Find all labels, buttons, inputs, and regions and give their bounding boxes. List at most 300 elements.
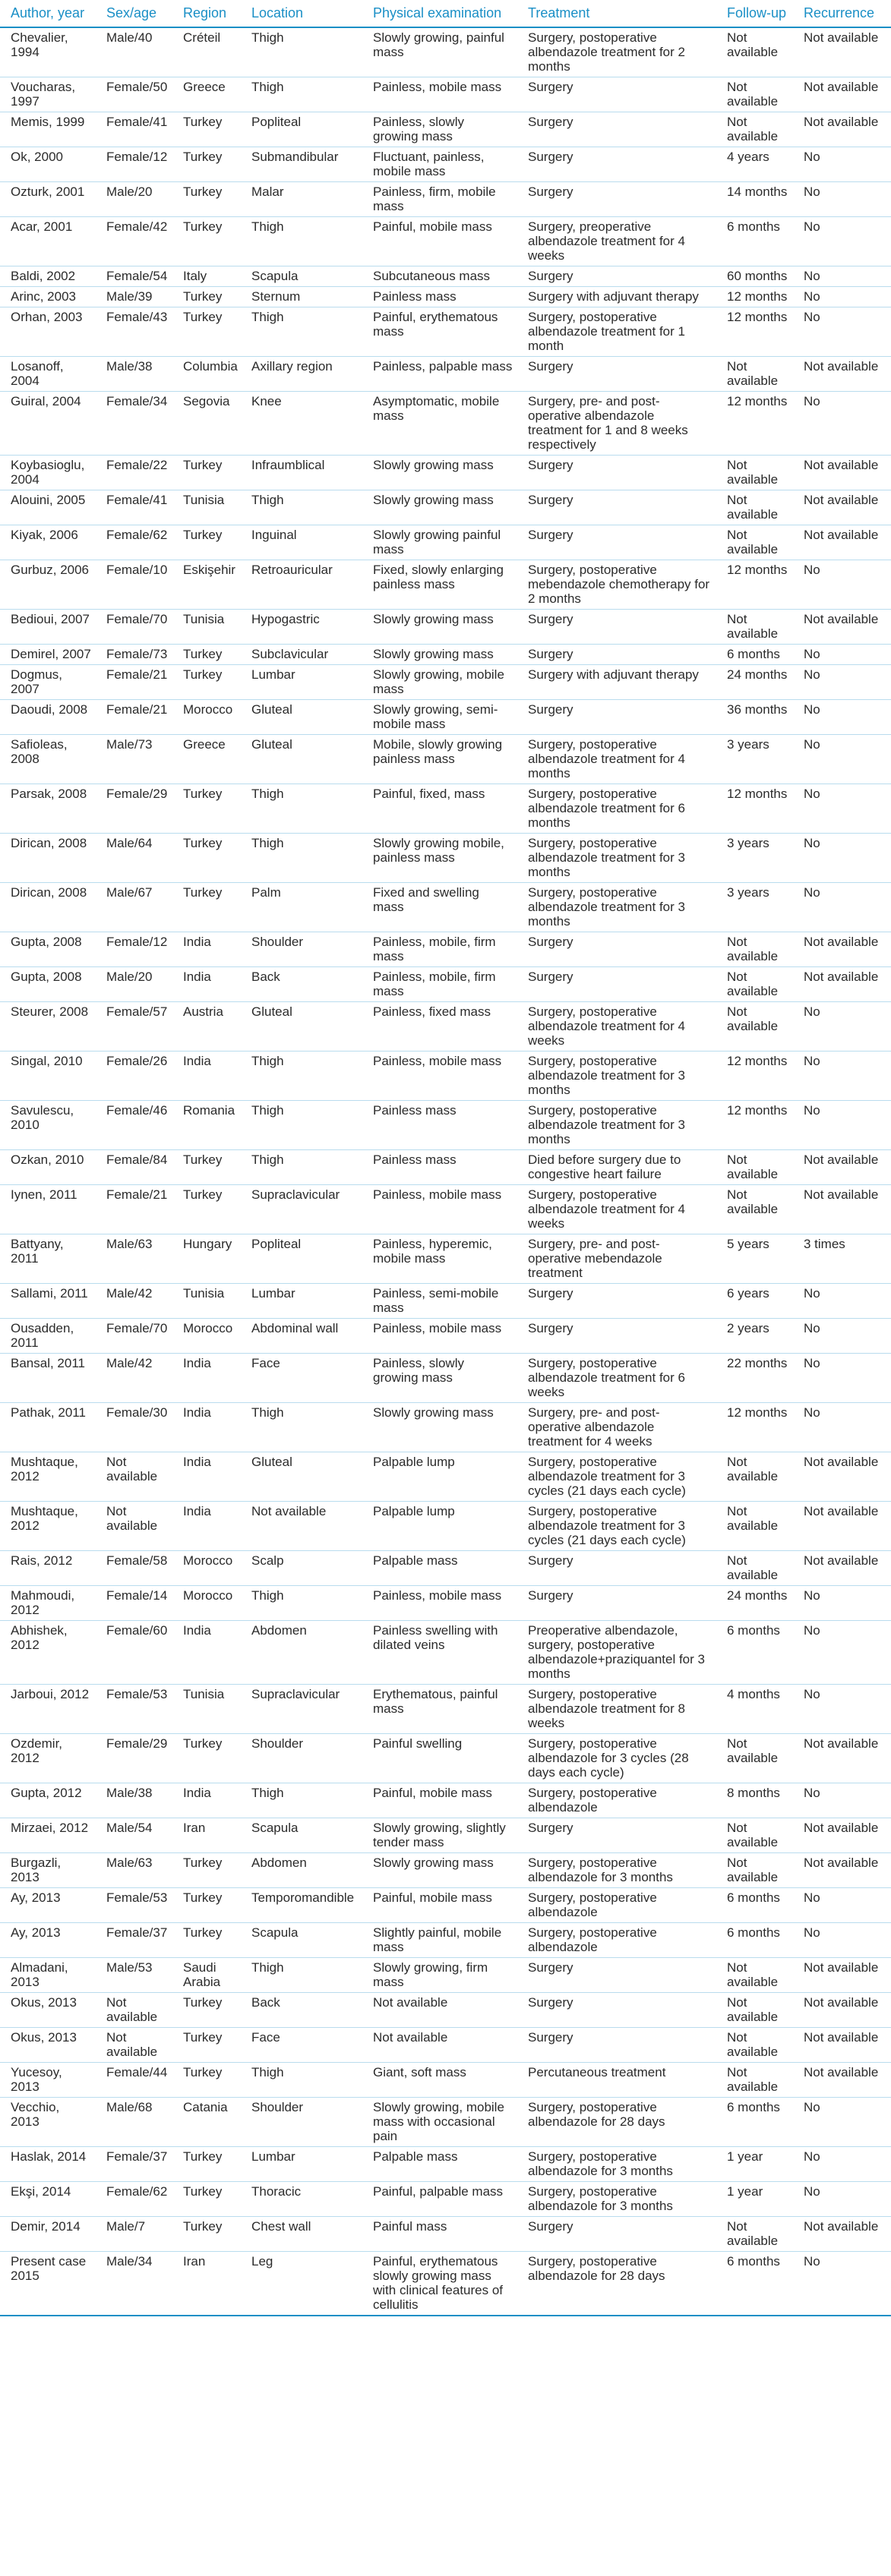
- treatment-cell: Surgery: [517, 182, 716, 217]
- table-row: [0, 182, 891, 217]
- region-cell: Turkey: [172, 1734, 241, 1783]
- region-cell: Greece: [172, 735, 241, 784]
- recurrence-cell: Not available: [793, 1551, 891, 1586]
- author-year-cell: Ozdemir, 2012: [0, 1734, 96, 1783]
- recurrence-cell: No: [793, 1685, 891, 1734]
- sex-age-cell: Male/40: [96, 27, 172, 77]
- physical-exam-cell: Slowly growing mass: [362, 456, 517, 490]
- follow-up-cell: 14 months: [716, 182, 793, 217]
- author-year-cell: Ozkan, 2010: [0, 1150, 96, 1185]
- table-row: [0, 1958, 891, 1993]
- location-cell: Shoulder: [241, 2098, 362, 2147]
- sex-age-cell: Female/42: [96, 217, 172, 266]
- table-row: [0, 665, 891, 700]
- follow-up-cell: Not available: [716, 1818, 793, 1853]
- treatment-cell: Surgery, postoperative albendazole: [517, 1923, 716, 1958]
- sex-age-cell: Female/53: [96, 1888, 172, 1923]
- author-year-cell: Bedioui, 2007: [0, 610, 96, 645]
- recurrence-cell: Not available: [793, 1185, 891, 1234]
- follow-up-cell: 12 months: [716, 1403, 793, 1452]
- recurrence-cell: No: [793, 147, 891, 182]
- treatment-cell: Surgery, postoperative albendazole for 3 months: [517, 1853, 716, 1888]
- follow-up-cell: 4 months: [716, 1685, 793, 1734]
- treatment-cell: Surgery, postoperative albendazole treatment for 4 months: [517, 735, 716, 784]
- table-row: [0, 1993, 891, 2028]
- recurrence-cell: No: [793, 2147, 891, 2182]
- physical-exam-cell: Mobile, slowly growing painless mass: [362, 735, 517, 784]
- sex-age-cell: Female/43: [96, 307, 172, 357]
- physical-exam-cell: Slowly growing, semi-mobile mass: [362, 700, 517, 735]
- sex-age-cell: Female/12: [96, 932, 172, 967]
- author-year-cell: Demirel, 2007: [0, 645, 96, 665]
- table-row: [0, 2217, 891, 2252]
- sex-age-cell: Male/34: [96, 2252, 172, 2316]
- author-year-cell: Almadani, 2013: [0, 1958, 96, 1993]
- follow-up-cell: 6 months: [716, 2252, 793, 2316]
- location-cell: Lumbar: [241, 2147, 362, 2182]
- recurrence-cell: Not available: [793, 1818, 891, 1853]
- header-row: [0, 0, 891, 27]
- region-cell: India: [172, 1621, 241, 1685]
- sex-age-cell: Female/37: [96, 1923, 172, 1958]
- region-cell: Turkey: [172, 1993, 241, 2028]
- follow-up-cell: 4 years: [716, 147, 793, 182]
- physical-exam-cell: Fluctuant, painless, mobile mass: [362, 147, 517, 182]
- region-cell: India: [172, 967, 241, 1002]
- table-row: [0, 2063, 891, 2098]
- location-cell: Supraclavicular: [241, 1185, 362, 1234]
- physical-exam-cell: Slowly growing, mobile mass: [362, 665, 517, 700]
- follow-up-cell: Not available: [716, 112, 793, 147]
- treatment-cell: Surgery: [517, 610, 716, 645]
- table-row: [0, 2252, 891, 2316]
- physical-exam-cell: Fixed and swelling mass: [362, 883, 517, 932]
- author-year-cell: Rais, 2012: [0, 1551, 96, 1586]
- location-cell: Thigh: [241, 834, 362, 883]
- treatment-cell: Surgery: [517, 525, 716, 560]
- author-year-cell: Parsak, 2008: [0, 784, 96, 834]
- table-row: [0, 2147, 891, 2182]
- table-row: [0, 883, 891, 932]
- table-row: [0, 1052, 891, 1101]
- region-cell: Turkey: [172, 1150, 241, 1185]
- treatment-cell: Surgery: [517, 1958, 716, 1993]
- table-row: [0, 1685, 891, 1734]
- recurrence-cell: Not available: [793, 967, 891, 1002]
- region-cell: Morocco: [172, 700, 241, 735]
- table-row: [0, 1621, 891, 1685]
- region-cell: Turkey: [172, 784, 241, 834]
- table-row: [0, 784, 891, 834]
- region-cell: Iran: [172, 2252, 241, 2316]
- table-row: [0, 932, 891, 967]
- header-recurrence: Recurrence: [793, 0, 891, 27]
- recurrence-cell: No: [793, 665, 891, 700]
- recurrence-cell: No: [793, 392, 891, 456]
- treatment-cell: Surgery: [517, 2028, 716, 2063]
- author-year-cell: Kiyak, 2006: [0, 525, 96, 560]
- physical-exam-cell: Asymptomatic, mobile mass: [362, 392, 517, 456]
- sex-age-cell: Not available: [96, 1502, 172, 1551]
- region-cell: Turkey: [172, 147, 241, 182]
- physical-exam-cell: Subcutaneous mass: [362, 266, 517, 287]
- follow-up-cell: 36 months: [716, 700, 793, 735]
- follow-up-cell: Not available: [716, 1002, 793, 1052]
- follow-up-cell: Not available: [716, 1150, 793, 1185]
- recurrence-cell: No: [793, 1002, 891, 1052]
- recurrence-cell: No: [793, 1586, 891, 1621]
- region-cell: Turkey: [172, 1853, 241, 1888]
- recurrence-cell: No: [793, 784, 891, 834]
- table-row: [0, 77, 891, 112]
- physical-exam-cell: Painless, firm, mobile mass: [362, 182, 517, 217]
- author-year-cell: Chevalier, 1994: [0, 27, 96, 77]
- treatment-cell: Surgery, postoperative albendazole for 3 cycles (28 days each cycle): [517, 1734, 716, 1783]
- sex-age-cell: Male/54: [96, 1818, 172, 1853]
- region-cell: Hungary: [172, 1234, 241, 1284]
- treatment-cell: Surgery: [517, 490, 716, 525]
- physical-exam-cell: Painless swelling with dilated veins: [362, 1621, 517, 1685]
- location-cell: Scapula: [241, 266, 362, 287]
- treatment-cell: Surgery: [517, 1551, 716, 1586]
- recurrence-cell: Not available: [793, 27, 891, 77]
- recurrence-cell: No: [793, 1923, 891, 1958]
- location-cell: Back: [241, 1993, 362, 2028]
- table-row: [0, 1101, 891, 1150]
- author-year-cell: Okus, 2013: [0, 1993, 96, 2028]
- region-cell: Turkey: [172, 2217, 241, 2252]
- follow-up-cell: Not available: [716, 967, 793, 1002]
- recurrence-cell: Not available: [793, 2217, 891, 2252]
- table-row: [0, 967, 891, 1002]
- region-cell: Turkey: [172, 217, 241, 266]
- author-year-cell: Safioleas, 2008: [0, 735, 96, 784]
- author-year-cell: Mirzaei, 2012: [0, 1818, 96, 1853]
- sex-age-cell: Female/10: [96, 560, 172, 610]
- sex-age-cell: Female/70: [96, 1319, 172, 1354]
- sex-age-cell: Female/44: [96, 2063, 172, 2098]
- recurrence-cell: No: [793, 182, 891, 217]
- table-row: [0, 1185, 891, 1234]
- region-cell: Turkey: [172, 182, 241, 217]
- location-cell: Inguinal: [241, 525, 362, 560]
- table-header: [0, 0, 891, 27]
- recurrence-cell: No: [793, 1354, 891, 1403]
- location-cell: Shoulder: [241, 932, 362, 967]
- sex-age-cell: Female/26: [96, 1052, 172, 1101]
- region-cell: Turkey: [172, 287, 241, 307]
- physical-exam-cell: Not available: [362, 2028, 517, 2063]
- table-row: [0, 490, 891, 525]
- location-cell: Abdomen: [241, 1853, 362, 1888]
- physical-exam-cell: Painless, semi-mobile mass: [362, 1284, 517, 1319]
- author-year-cell: Demir, 2014: [0, 2217, 96, 2252]
- sex-age-cell: Male/42: [96, 1354, 172, 1403]
- recurrence-cell: Not available: [793, 77, 891, 112]
- location-cell: Gluteal: [241, 1002, 362, 1052]
- recurrence-cell: No: [793, 645, 891, 665]
- recurrence-cell: No: [793, 1319, 891, 1354]
- follow-up-cell: Not available: [716, 1452, 793, 1502]
- location-cell: Gluteal: [241, 1452, 362, 1502]
- sex-age-cell: Female/41: [96, 112, 172, 147]
- author-year-cell: Dogmus, 2007: [0, 665, 96, 700]
- follow-up-cell: Not available: [716, 610, 793, 645]
- sex-age-cell: Male/38: [96, 1783, 172, 1818]
- region-cell: Tunisia: [172, 1685, 241, 1734]
- sex-age-cell: Female/34: [96, 392, 172, 456]
- physical-exam-cell: Painful, erythematous mass: [362, 307, 517, 357]
- region-cell: Turkey: [172, 525, 241, 560]
- follow-up-cell: Not available: [716, 1993, 793, 2028]
- location-cell: Lumbar: [241, 1284, 362, 1319]
- physical-exam-cell: Painful, fixed, mass: [362, 784, 517, 834]
- treatment-cell: Surgery: [517, 147, 716, 182]
- follow-up-cell: Not available: [716, 357, 793, 392]
- physical-exam-cell: Painless, slowly growing mass: [362, 112, 517, 147]
- region-cell: Turkey: [172, 1185, 241, 1234]
- location-cell: Malar: [241, 182, 362, 217]
- physical-exam-cell: Painless, mobile mass: [362, 1319, 517, 1354]
- author-year-cell: Ok, 2000: [0, 147, 96, 182]
- author-year-cell: Arinc, 2003: [0, 287, 96, 307]
- treatment-cell: Surgery, postoperative albendazole treatment for 1 month: [517, 307, 716, 357]
- table-row: [0, 834, 891, 883]
- table-row: [0, 217, 891, 266]
- location-cell: Popliteal: [241, 112, 362, 147]
- author-year-cell: Voucharas, 1997: [0, 77, 96, 112]
- table-row: [0, 1734, 891, 1783]
- treatment-cell: Surgery, postoperative albendazole treatment for 3 months: [517, 1052, 716, 1101]
- treatment-cell: Surgery: [517, 2217, 716, 2252]
- treatment-cell: Died before surgery due to congestive heart failure: [517, 1150, 716, 1185]
- treatment-cell: Surgery: [517, 357, 716, 392]
- recurrence-cell: No: [793, 1284, 891, 1319]
- recurrence-cell: No: [793, 287, 891, 307]
- author-year-cell: Mahmoudi, 2012: [0, 1586, 96, 1621]
- header-region: Region: [172, 0, 241, 27]
- treatment-cell: Surgery, postoperative albendazole treatment for 3 months: [517, 834, 716, 883]
- follow-up-cell: 60 months: [716, 266, 793, 287]
- location-cell: Leg: [241, 2252, 362, 2316]
- recurrence-cell: Not available: [793, 932, 891, 967]
- follow-up-cell: 1 year: [716, 2182, 793, 2217]
- table-row: [0, 392, 891, 456]
- location-cell: Thigh: [241, 1101, 362, 1150]
- follow-up-cell: 6 months: [716, 1923, 793, 1958]
- follow-up-cell: 5 years: [716, 1234, 793, 1284]
- follow-up-cell: Not available: [716, 490, 793, 525]
- location-cell: Thigh: [241, 1150, 362, 1185]
- recurrence-cell: Not available: [793, 490, 891, 525]
- recurrence-cell: Not available: [793, 1734, 891, 1783]
- sex-age-cell: Female/60: [96, 1621, 172, 1685]
- location-cell: Not available: [241, 1502, 362, 1551]
- author-year-cell: Ozturk, 2001: [0, 182, 96, 217]
- sex-age-cell: Female/62: [96, 525, 172, 560]
- physical-exam-cell: Painful, erythematous slowly growing mass with clinical features of cellulitis: [362, 2252, 517, 2316]
- recurrence-cell: 3 times: [793, 1234, 891, 1284]
- recurrence-cell: No: [793, 2182, 891, 2217]
- sex-age-cell: Female/21: [96, 1185, 172, 1234]
- treatment-cell: Surgery: [517, 967, 716, 1002]
- region-cell: Turkey: [172, 883, 241, 932]
- table-row: [0, 1150, 891, 1185]
- region-cell: India: [172, 1502, 241, 1551]
- follow-up-cell: 12 months: [716, 784, 793, 834]
- sex-age-cell: Female/84: [96, 1150, 172, 1185]
- sex-age-cell: Not available: [96, 1993, 172, 2028]
- sex-age-cell: Male/67: [96, 883, 172, 932]
- location-cell: Thigh: [241, 784, 362, 834]
- location-cell: Temporomandible: [241, 1888, 362, 1923]
- table-row: [0, 645, 891, 665]
- follow-up-cell: 22 months: [716, 1354, 793, 1403]
- recurrence-cell: Not available: [793, 357, 891, 392]
- follow-up-cell: 6 months: [716, 645, 793, 665]
- region-cell: Romania: [172, 1101, 241, 1150]
- location-cell: Knee: [241, 392, 362, 456]
- treatment-cell: Surgery: [517, 1586, 716, 1621]
- treatment-cell: Surgery, postoperative albendazole: [517, 1783, 716, 1818]
- table-row: [0, 735, 891, 784]
- author-year-cell: Daoudi, 2008: [0, 700, 96, 735]
- table-row: [0, 287, 891, 307]
- location-cell: Thigh: [241, 217, 362, 266]
- table-row: [0, 1551, 891, 1586]
- location-cell: Abdominal wall: [241, 1319, 362, 1354]
- sex-age-cell: Male/68: [96, 2098, 172, 2147]
- region-cell: Turkey: [172, 645, 241, 665]
- table-row: [0, 1923, 891, 1958]
- recurrence-cell: No: [793, 266, 891, 287]
- author-year-cell: Singal, 2010: [0, 1052, 96, 1101]
- location-cell: Chest wall: [241, 2217, 362, 2252]
- sex-age-cell: Female/22: [96, 456, 172, 490]
- sex-age-cell: Female/70: [96, 610, 172, 645]
- region-cell: India: [172, 1354, 241, 1403]
- location-cell: Scalp: [241, 1551, 362, 1586]
- physical-exam-cell: Giant, soft mass: [362, 2063, 517, 2098]
- recurrence-cell: No: [793, 1052, 891, 1101]
- follow-up-cell: Not available: [716, 932, 793, 967]
- treatment-cell: Surgery, postoperative albendazole treatment for 6 weeks: [517, 1354, 716, 1403]
- sex-age-cell: Male/53: [96, 1958, 172, 1993]
- recurrence-cell: No: [793, 2098, 891, 2147]
- recurrence-cell: Not available: [793, 456, 891, 490]
- follow-up-cell: 12 months: [716, 287, 793, 307]
- region-cell: Greece: [172, 77, 241, 112]
- recurrence-cell: No: [793, 1403, 891, 1452]
- follow-up-cell: 3 years: [716, 735, 793, 784]
- table-row: [0, 147, 891, 182]
- physical-exam-cell: Painless, mobile, firm mass: [362, 932, 517, 967]
- treatment-cell: Surgery, postoperative albendazole treatment for 3 cycles (21 days each cycle): [517, 1452, 716, 1502]
- region-cell: Turkey: [172, 2028, 241, 2063]
- table-row: [0, 1853, 891, 1888]
- region-cell: Tunisia: [172, 490, 241, 525]
- location-cell: Supraclavicular: [241, 1685, 362, 1734]
- recurrence-cell: Not available: [793, 1502, 891, 1551]
- table-row: [0, 1818, 891, 1853]
- follow-up-cell: 6 months: [716, 217, 793, 266]
- author-year-cell: Haslak, 2014: [0, 2147, 96, 2182]
- location-cell: Gluteal: [241, 735, 362, 784]
- table-row: [0, 27, 891, 77]
- author-year-cell: Bansal, 2011: [0, 1354, 96, 1403]
- location-cell: Palm: [241, 883, 362, 932]
- region-cell: Turkey: [172, 2182, 241, 2217]
- physical-exam-cell: Slowly growing painful mass: [362, 525, 517, 560]
- sex-age-cell: Male/7: [96, 2217, 172, 2252]
- follow-up-cell: 8 months: [716, 1783, 793, 1818]
- header-author-year: Author, year: [0, 0, 96, 27]
- treatment-cell: Surgery: [517, 1284, 716, 1319]
- treatment-cell: Surgery, postoperative mebendazole chemotherapy for 2 months: [517, 560, 716, 610]
- treatment-cell: Surgery, postoperative albendazole treatment for 3 months: [517, 883, 716, 932]
- sex-age-cell: Male/64: [96, 834, 172, 883]
- sex-age-cell: Male/39: [96, 287, 172, 307]
- region-cell: Turkey: [172, 112, 241, 147]
- region-cell: Austria: [172, 1002, 241, 1052]
- treatment-cell: Surgery: [517, 1818, 716, 1853]
- physical-exam-cell: Palpable mass: [362, 1551, 517, 1586]
- treatment-cell: Surgery, postoperative albendazole treatment for 8 weeks: [517, 1685, 716, 1734]
- region-cell: Catania: [172, 2098, 241, 2147]
- physical-exam-cell: Slowly growing mass: [362, 1853, 517, 1888]
- author-year-cell: Memis, 1999: [0, 112, 96, 147]
- follow-up-cell: 12 months: [716, 307, 793, 357]
- follow-up-cell: 6 months: [716, 1621, 793, 1685]
- follow-up-cell: 12 months: [716, 1052, 793, 1101]
- table-row: [0, 1319, 891, 1354]
- table-row: [0, 2182, 891, 2217]
- recurrence-cell: No: [793, 1888, 891, 1923]
- follow-up-cell: 3 years: [716, 834, 793, 883]
- author-year-cell: Burgazli, 2013: [0, 1853, 96, 1888]
- region-cell: Turkey: [172, 1923, 241, 1958]
- recurrence-cell: No: [793, 2252, 891, 2316]
- table-row: [0, 2028, 891, 2063]
- location-cell: Thoracic: [241, 2182, 362, 2217]
- sex-age-cell: Male/73: [96, 735, 172, 784]
- table-row: [0, 525, 891, 560]
- sex-age-cell: Male/63: [96, 1234, 172, 1284]
- sex-age-cell: Not available: [96, 2028, 172, 2063]
- physical-exam-cell: Painful, palpable mass: [362, 2182, 517, 2217]
- table-row: [0, 1284, 891, 1319]
- location-cell: Popliteal: [241, 1234, 362, 1284]
- region-cell: India: [172, 932, 241, 967]
- table-row: [0, 1403, 891, 1452]
- location-cell: Thigh: [241, 1052, 362, 1101]
- region-cell: Eskişehir: [172, 560, 241, 610]
- region-cell: Turkey: [172, 2147, 241, 2182]
- author-year-cell: Alouini, 2005: [0, 490, 96, 525]
- table-row: [0, 1234, 891, 1284]
- treatment-cell: Surgery: [517, 1993, 716, 2028]
- follow-up-cell: Not available: [716, 525, 793, 560]
- author-year-cell: Gupta, 2008: [0, 967, 96, 1002]
- sex-age-cell: Female/41: [96, 490, 172, 525]
- follow-up-cell: Not available: [716, 456, 793, 490]
- location-cell: Thigh: [241, 77, 362, 112]
- follow-up-cell: Not available: [716, 1502, 793, 1551]
- table-row: [0, 700, 891, 735]
- sex-age-cell: Not available: [96, 1452, 172, 1502]
- treatment-cell: Surgery, postoperative albendazole for 28 days: [517, 2252, 716, 2316]
- location-cell: Gluteal: [241, 700, 362, 735]
